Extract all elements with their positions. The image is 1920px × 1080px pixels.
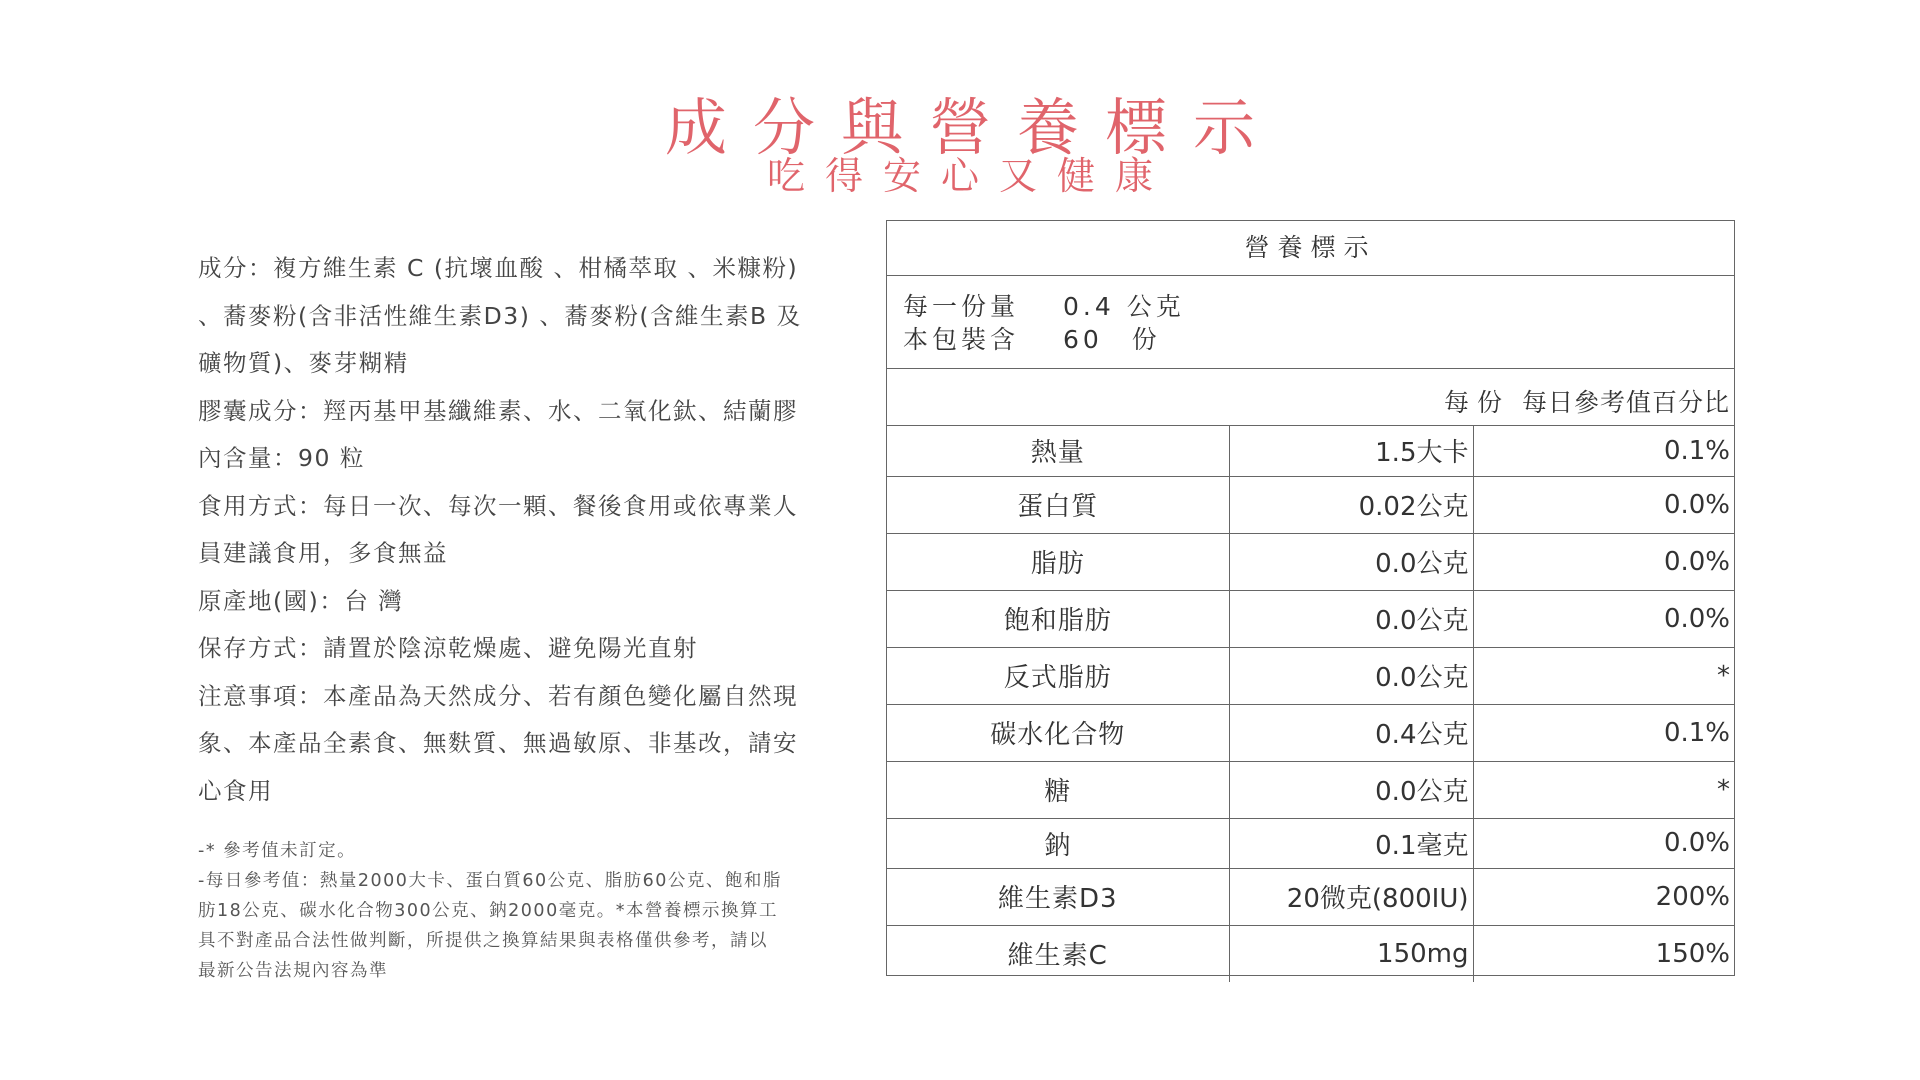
nutrient-name: 脂肪 bbox=[887, 533, 1229, 590]
daily-value-percent: 0.0% bbox=[1473, 590, 1734, 647]
per-serving-value: 0.1毫克 bbox=[1229, 818, 1473, 868]
serving-size-label: 每一份量 bbox=[903, 292, 1020, 321]
ingredients-text bbox=[198, 245, 863, 815]
per-serving-value: 0.02公克 bbox=[1229, 476, 1473, 533]
footnote-line: 具不對產品合法性做判斷，所提供之換算結果與表格僅供參考，請以 bbox=[198, 931, 768, 951]
nutrient-name: 反式脂肪 bbox=[887, 647, 1229, 704]
nutrient-name: 飽和脂肪 bbox=[887, 590, 1229, 647]
usage-line: 食用方式：每日一次、每次一顆、餐後食用或依專業人 bbox=[198, 491, 798, 520]
per-serving-value: 0.4公克 bbox=[1229, 704, 1473, 761]
content-count-line: 內含量：90 粒 bbox=[198, 444, 365, 472]
per-serving-value: 1.5大卡 bbox=[1229, 426, 1473, 476]
usage-line: 員建議食用，多食無益 bbox=[198, 539, 448, 567]
nutrient-name: 維生素D3 bbox=[887, 868, 1229, 925]
nutrient-name: 維生素C bbox=[887, 925, 1229, 982]
footnote-line: -* 參考值未訂定。 bbox=[198, 841, 357, 861]
per-serving-header: 每份 bbox=[1443, 388, 1510, 417]
per-serving-value: 20微克(800IU) bbox=[1229, 868, 1473, 925]
nutrition-row bbox=[887, 925, 1734, 982]
storage-line: 保存方式：請置於陰涼乾燥處、避免陽光直射 bbox=[198, 634, 698, 662]
caution-line: 注意事項：本產品為天然成分、若有顏色變化屬自然現 bbox=[198, 681, 798, 710]
daily-value-percent: 0.0% bbox=[1473, 533, 1734, 590]
per-serving-value: 0.0公克 bbox=[1229, 533, 1473, 590]
nutrition-title: 營養標示 bbox=[887, 221, 1734, 276]
daily-value-percent: 150% bbox=[1473, 925, 1734, 982]
nutrition-row bbox=[887, 426, 1734, 476]
serving-size-value: 0.4 公克 bbox=[1063, 292, 1185, 321]
nutrient-name: 糖 bbox=[887, 761, 1229, 818]
nutrient-name: 鈉 bbox=[887, 818, 1229, 868]
ingredients-line: 成分：複方維生素 C (抗壞血酸 、柑橘萃取 、米糠粉) bbox=[198, 254, 799, 282]
daily-value-percent: 0.0% bbox=[1473, 818, 1734, 868]
servings-per-package-value: 60 份 bbox=[1063, 325, 1161, 354]
daily-value-header: 每日參考值百分比 bbox=[1521, 388, 1730, 417]
caution-line: 象、本產品全素食、無麩質、無過敏原、非基改，請安 bbox=[198, 729, 798, 757]
daily-value-percent: 0.0% bbox=[1473, 476, 1734, 533]
ingredients-line: 礦物質)、麥芽糊精 bbox=[198, 349, 409, 377]
nutrition-panel bbox=[886, 220, 1735, 976]
per-serving-value: 0.0公克 bbox=[1229, 590, 1473, 647]
nutrition-column-header bbox=[887, 369, 1734, 426]
footnote-line: 肪18公克、碳水化合物300公克、鈉2000毫克。*本營養標示換算工 bbox=[198, 901, 778, 921]
caution-line: 心食用 bbox=[198, 776, 273, 805]
page-subtitle: 吃得安心又健康 bbox=[766, 154, 1173, 198]
footnote-line: 最新公告法規內容為準 bbox=[198, 961, 388, 981]
nutrient-name: 蛋白質 bbox=[887, 476, 1229, 533]
nutrition-row bbox=[887, 590, 1734, 647]
nutrition-row bbox=[887, 533, 1734, 590]
nutrient-name: 熱量 bbox=[887, 426, 1229, 476]
ingredients-line: 、蕎麥粉(含非活性維生素D3) 、蕎麥粉(含維生素B 及 bbox=[198, 301, 802, 330]
nutrition-row bbox=[887, 704, 1734, 761]
daily-value-percent: 0.1% bbox=[1473, 704, 1734, 761]
daily-value-percent: 200% bbox=[1473, 868, 1734, 925]
footnotes bbox=[198, 836, 863, 986]
per-serving-value: 150mg bbox=[1229, 925, 1473, 982]
per-serving-value: 0.0公克 bbox=[1229, 647, 1473, 704]
capsule-line: 膠囊成分：羥丙基甲基纖維素、水、二氧化鈦、結蘭膠 bbox=[198, 396, 798, 425]
daily-value-percent: 0.1% bbox=[1663, 435, 1730, 466]
servings-per-package-label: 本包裝含 bbox=[903, 325, 1020, 354]
nutrition-row bbox=[887, 647, 1734, 704]
per-serving-value: 0.0公克 bbox=[1229, 761, 1473, 818]
footnote-line: -每日參考值：熱量2000大卡、蛋白質60公克、脂肪60公克、飽和脂 bbox=[198, 871, 782, 891]
page-title: 成分與營養標示 bbox=[664, 91, 1281, 164]
serving-info bbox=[887, 275, 1734, 369]
nutrition-row bbox=[887, 818, 1734, 868]
nutrition-row bbox=[887, 761, 1734, 818]
daily-value-percent: * bbox=[1473, 647, 1734, 704]
nutrition-row bbox=[887, 476, 1734, 533]
nutrition-table bbox=[887, 426, 1734, 982]
origin-line: 原產地(國)：台 灣 bbox=[198, 586, 404, 615]
daily-value-percent: * bbox=[1473, 761, 1734, 818]
nutrient-name: 碳水化合物 bbox=[887, 704, 1229, 761]
nutrition-row bbox=[887, 868, 1734, 925]
